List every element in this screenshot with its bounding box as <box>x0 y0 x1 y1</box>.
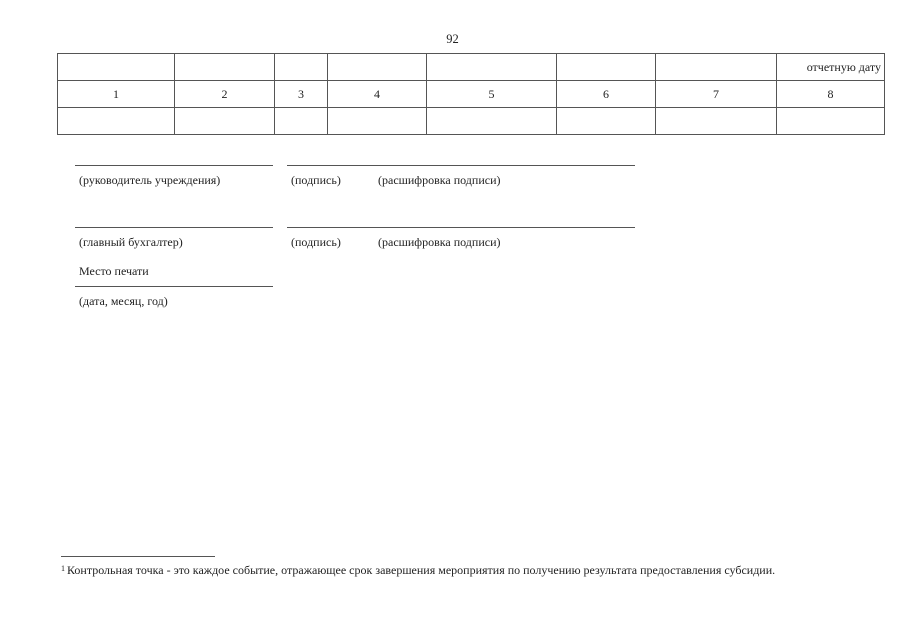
table-cell <box>427 108 557 135</box>
footnote-marker: 1 <box>61 564 65 573</box>
accountant-decoding-label: (расшифровка подписи) <box>378 235 501 249</box>
table-cell <box>656 108 777 135</box>
report-table <box>57 53 885 135</box>
column-number: 3 <box>275 81 328 108</box>
table-row <box>58 108 885 135</box>
footnote-separator <box>61 556 215 557</box>
footnote <box>61 563 861 579</box>
table-cell <box>328 108 427 135</box>
column-number: 8 <box>777 81 885 108</box>
table-cell <box>175 54 275 81</box>
page-number: 92 <box>446 32 459 46</box>
table-cell-reporting-date: отчетную дату <box>777 54 885 81</box>
footnote-text: Контрольная точка - это каждое событие, отражающее срок завершения мероприятия по получению результата предоставления субсидии. <box>67 563 776 577</box>
table-cell <box>328 54 427 81</box>
table-cell <box>557 54 656 81</box>
table-cell <box>656 54 777 81</box>
table-cell <box>427 54 557 81</box>
table-header-row <box>58 54 885 81</box>
date-label: (дата, месяц, год) <box>79 294 168 308</box>
head-signature-line <box>287 165 635 166</box>
table-cell <box>58 108 175 135</box>
stamp-place-label: Место печати <box>79 264 149 278</box>
column-number: 2 <box>175 81 275 108</box>
table-cell <box>175 108 275 135</box>
column-number: 5 <box>427 81 557 108</box>
column-number: 6 <box>557 81 656 108</box>
accountant-role-line <box>75 227 273 228</box>
table-number-row <box>58 81 885 108</box>
head-decoding-label: (расшифровка подписи) <box>378 173 501 187</box>
table-cell <box>58 54 175 81</box>
accountant-signature-line <box>287 227 635 228</box>
table-cell <box>557 108 656 135</box>
table-cell <box>777 108 885 135</box>
column-number: 7 <box>656 81 777 108</box>
date-line <box>75 286 273 287</box>
table-cell <box>275 108 328 135</box>
head-role-line <box>75 165 273 166</box>
column-number: 4 <box>328 81 427 108</box>
table-cell <box>275 54 328 81</box>
head-role-label: (руководитель учреждения) <box>79 173 221 187</box>
head-signature-label: (подпись) <box>291 173 341 187</box>
accountant-signature-label: (подпись) <box>291 235 341 249</box>
column-number: 1 <box>58 81 175 108</box>
accountant-role-label: (главный бухгалтер) <box>79 235 183 249</box>
